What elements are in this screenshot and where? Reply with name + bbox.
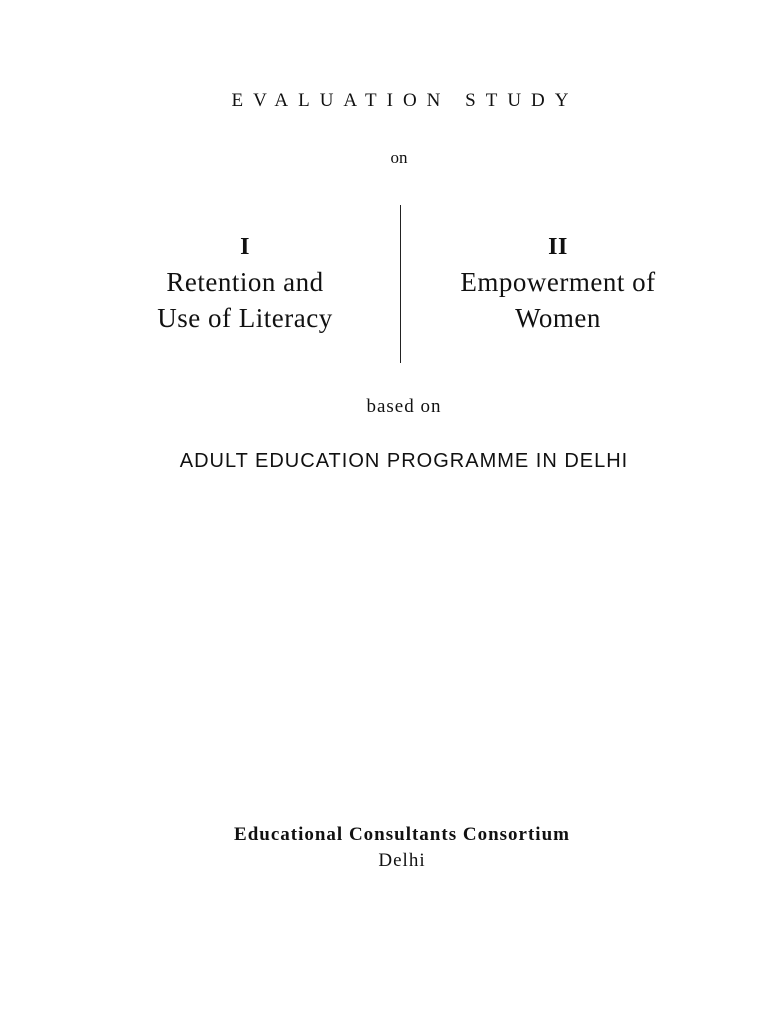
based-on-text: based on — [366, 396, 442, 417]
part-two-line2: Women — [515, 303, 601, 333]
study-title: EVALUATION STUDY — [231, 90, 579, 111]
part-one-line1: Retention and — [166, 267, 324, 297]
programme-title: ADULT EDUCATION PROGRAMME IN DELHI — [179, 450, 629, 472]
publisher-name: Educational Consultants Consortium — [234, 824, 570, 845]
publisher-city: Delhi — [378, 850, 426, 871]
vertical-divider — [400, 205, 401, 363]
on-connector: on — [390, 148, 408, 167]
part-two — [418, 232, 698, 336]
part-one-line2: Use of Literacy — [157, 303, 333, 333]
part-two-line1: Empowerment of — [460, 267, 656, 297]
publisher-block — [0, 822, 770, 874]
part-two-numeral: II — [548, 234, 568, 260]
part-one — [120, 232, 370, 336]
part-one-numeral: I — [240, 234, 250, 260]
